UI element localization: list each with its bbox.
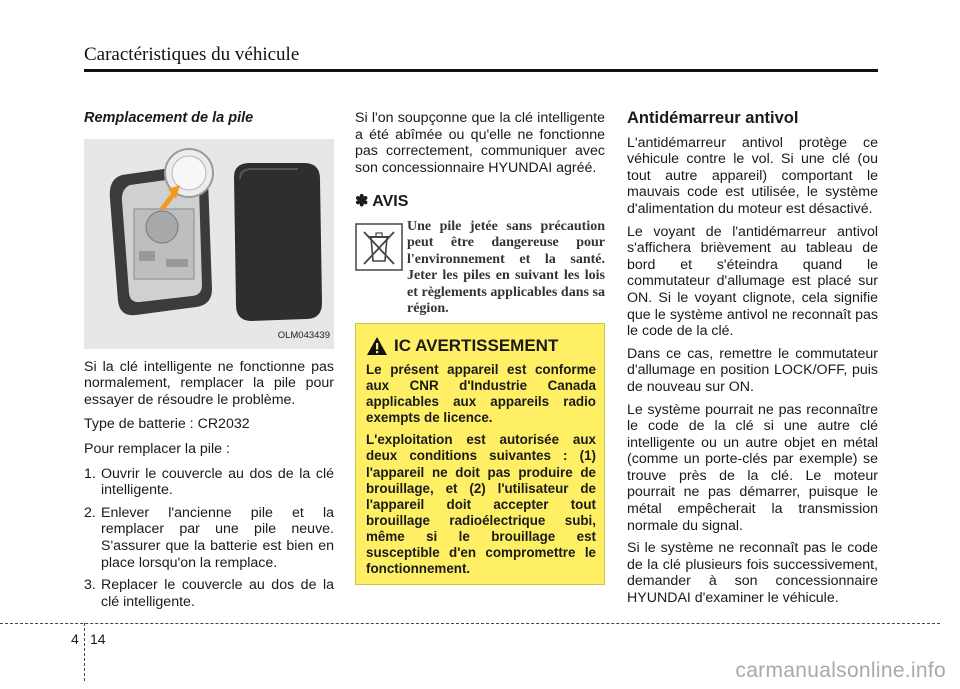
battery-type: Type de batterie : CR2032 (84, 416, 250, 433)
immobilizer-paragraph: Si le système ne reconnaît pas le code de la clé plusieurs fois successivement, demander à son concessionnaire HYUNDAI d'examiner le véhicule. (627, 540, 878, 607)
immobilizer-paragraph: Dans ce cas, remettre le commutateur d'allumage en position LOCK/OFF, puis de nouveau sur ON. (627, 345, 878, 395)
warning-title: IC AVERTISSEMENT (394, 336, 559, 355)
footer-rule (0, 623, 940, 624)
header-rule (84, 69, 878, 72)
immobilizer-paragraph: Le système pourrait ne pas reconnaître le code de la clé si une autre clé intelligente ou un autre objet en métal (comme un porte-clés par exemple) se trouve près de la clé. Le moteur pourrait ne pas démarrer, puisque le métal empêcherait la transmission normale du signal. (627, 401, 878, 534)
smart-key-illustration (84, 139, 334, 349)
warning-paragraph-2: L'exploitation est autorisée aux deux conditions suivantes : (1) l'appareil ne doit pas produire de brouillage, et (2) l'utilisateur de l'appareil doit accepter tout brouillage radioélectrique subi, même si le brouillage est susceptible d'en compromettre le fonctionnement. (366, 432, 596, 577)
list-item: 3. Replacer le couvercle au dos de la clé intelligente. (84, 577, 334, 610)
avis-heading: ✽ AVIS (355, 193, 409, 211)
battery-replacement-heading: Remplacement de la pile (84, 110, 254, 126)
watermark: carmanualsonline.info (735, 659, 946, 682)
smart-key-figure (84, 139, 334, 349)
section-number: 4 (71, 631, 79, 647)
avis-text: Une pile jetée sans précaution peut être dangereuse pour l'environnement et la santé. Jeter les piles en suivant les lois et règlements applicables dans sa région. (407, 218, 605, 316)
warning-title-row (366, 336, 596, 356)
left-column (84, 110, 334, 616)
steps-intro: Pour remplacer la pile : (84, 440, 230, 457)
chapter-title: Caractéristiques du véhicule (84, 44, 300, 65)
immobilizer-paragraph: L'antidémarreur antivol protège ce véhicule contre le vol. Si une clé (ou tout autre appareil) comportant le mauvais code est utilisée, le système d'alimentation du moteur est désactivé. (627, 134, 878, 217)
middle-column (355, 110, 605, 331)
list-item: 1. Ouvrir le couvercle au dos de la clé intelligente. (84, 465, 334, 499)
damage-paragraph: Si l'on soupçonne que la clé intelligente a été abîmée ou qu'elle ne fonctionne pas correctement, communiquer avec son concessionnaire HYUNDAI agréé. (355, 110, 605, 176)
page-number: 14 (90, 631, 106, 647)
footer-divider (84, 623, 85, 681)
warning-paragraph-1: Le présent appareil est conforme aux CNR d'Industrie Canada applicables aux appareils radio exempts de licence. (366, 362, 596, 426)
right-column (627, 110, 878, 613)
immobilizer-paragraph: Le voyant de l'antidémarreur antivol s'affichera brièvement au tableau de bord et s'éteindra quand le commutateur d'allumage est placé sur ON. Si le voyant clignote, cela signifie que le système antivol ne reconnaît pas le code de la clé. (627, 223, 878, 340)
figure-code: OLM043439 (277, 330, 330, 341)
steps-list (84, 466, 334, 611)
immobilizer-heading: Antidémarreur antivol (627, 109, 799, 127)
warning-triangle-icon (366, 336, 388, 356)
avis-box (355, 219, 605, 331)
list-item: 2. Enlever l'ancienne pile et la remplacer par une pile neuve. S'assurer que la batterie est bien en place lorsqu'on la remplace. (84, 504, 334, 571)
intro-paragraph: Si la clé intelligente ne fonctionne pas normalement, remplacer la pile pour essayer de résoudre le problème. (84, 358, 334, 408)
recycle-bin-crossed-icon (355, 223, 403, 271)
warning-box (355, 323, 605, 585)
